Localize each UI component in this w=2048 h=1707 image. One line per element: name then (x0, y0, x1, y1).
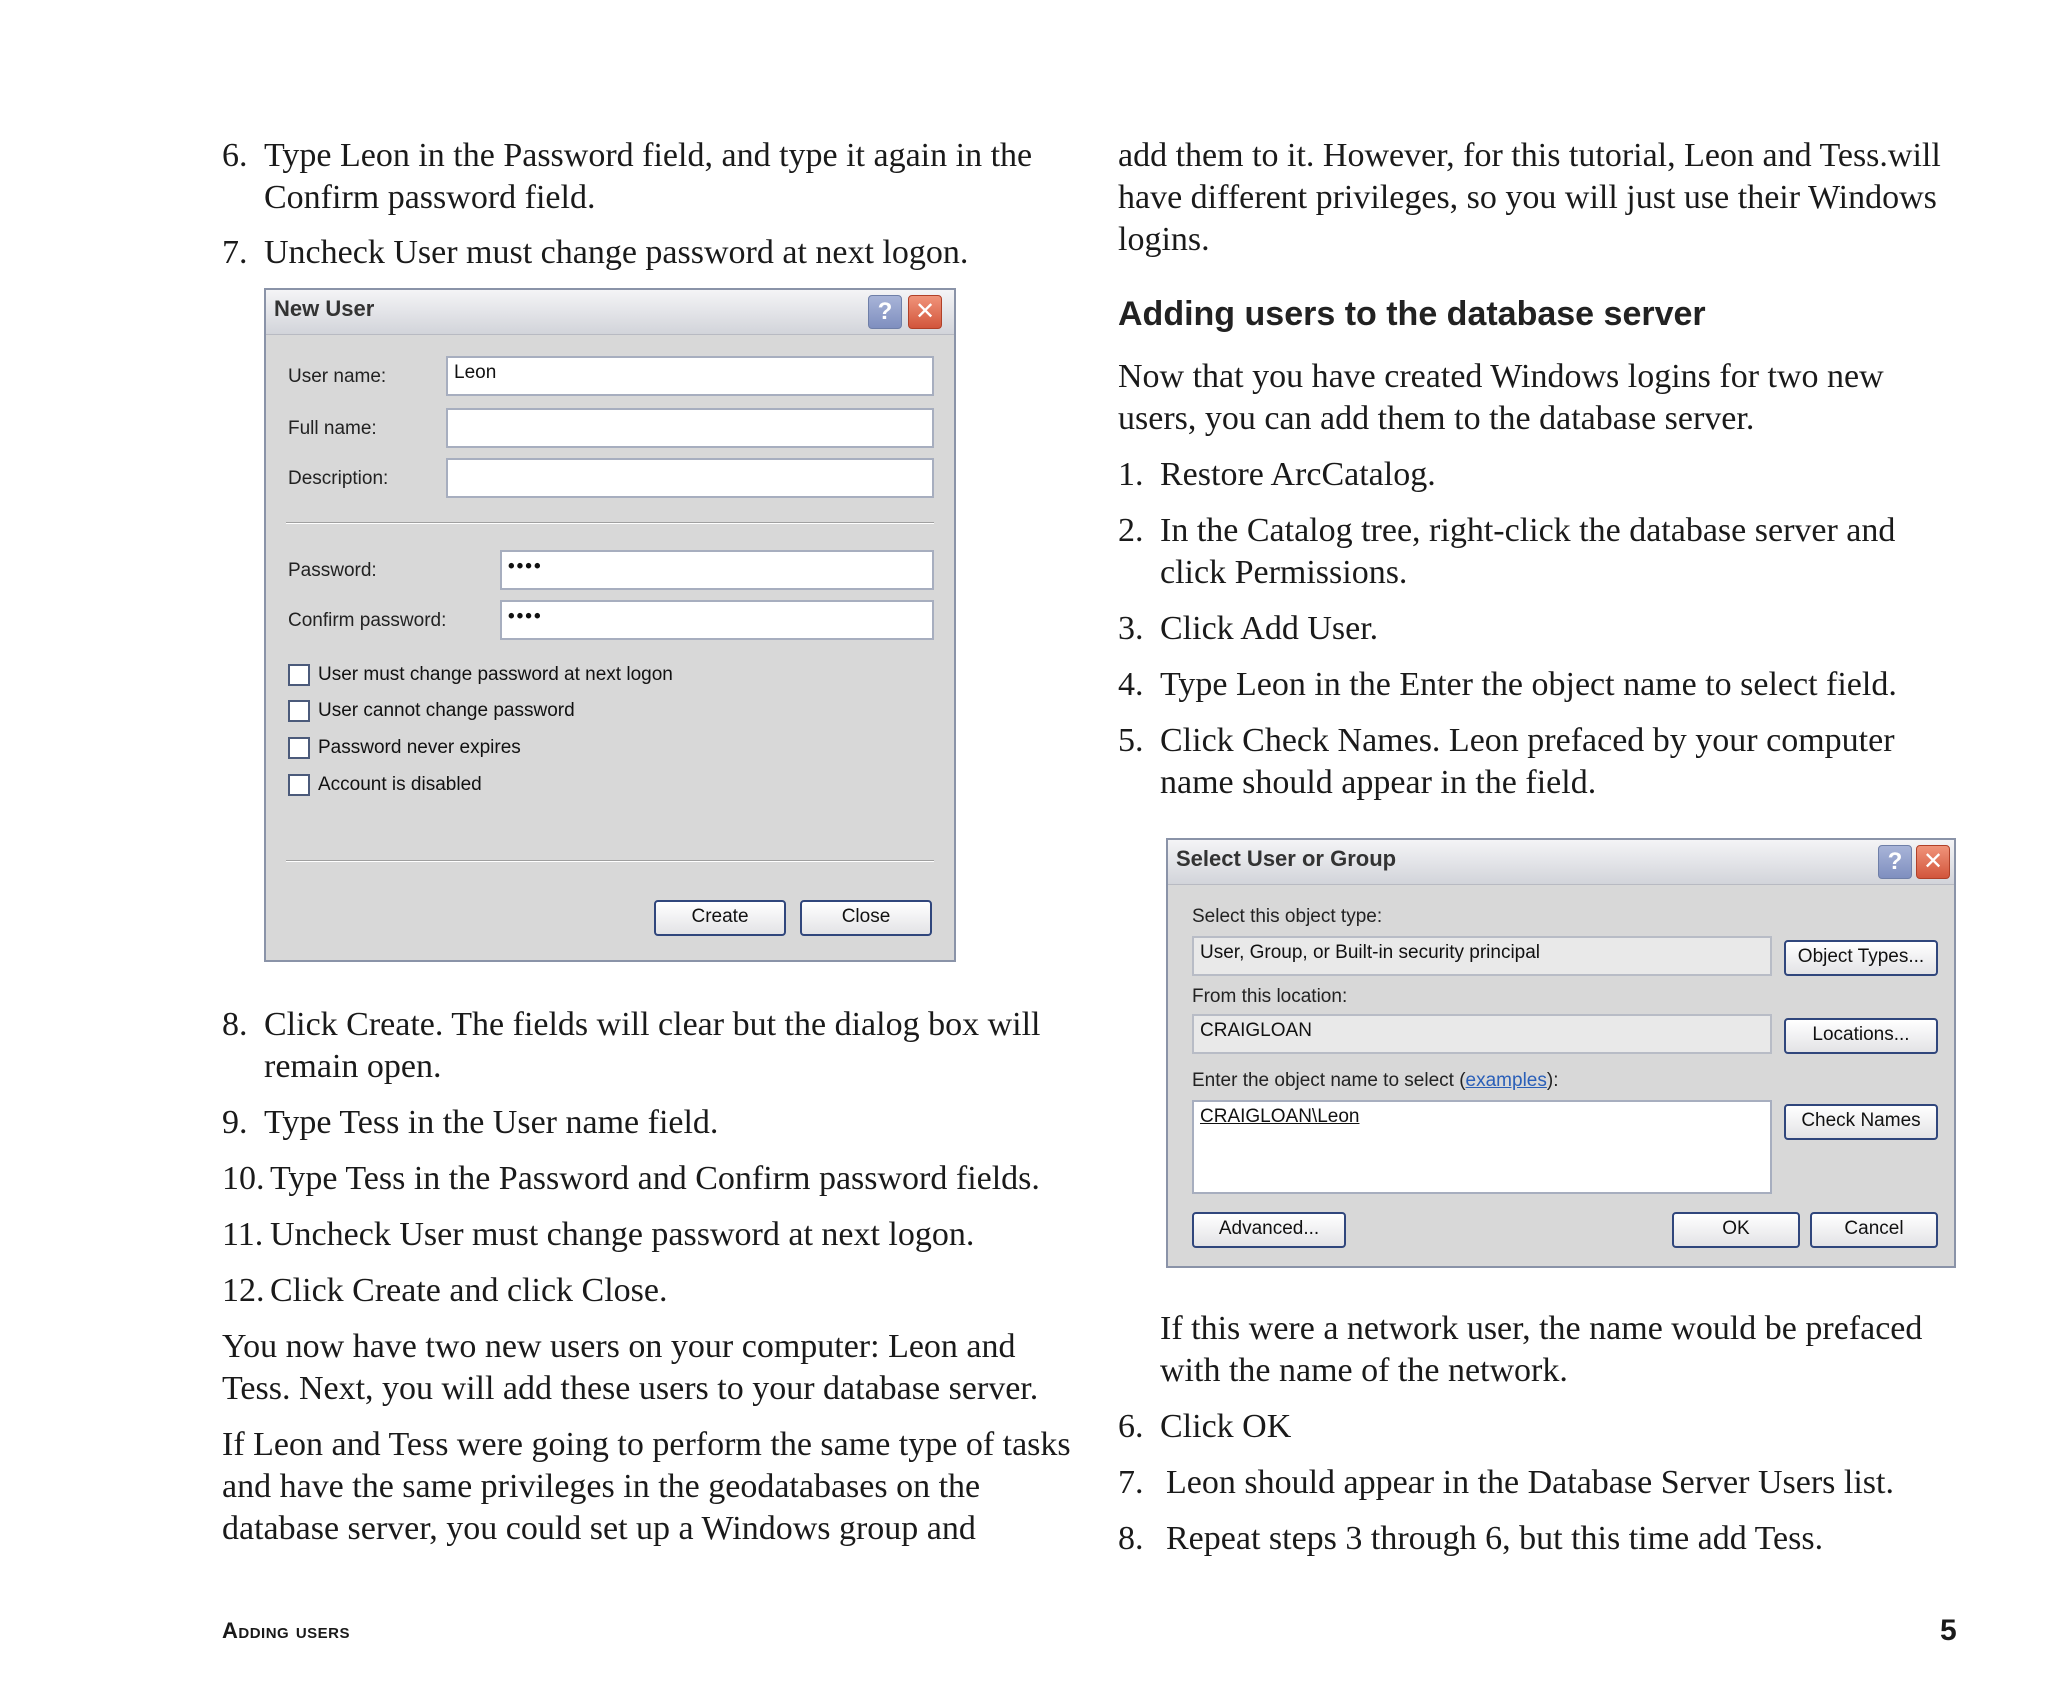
step-number: 6. (222, 137, 248, 174)
step-text: Click Create. The fields will clear but the dialog box will remain open. (264, 1006, 1041, 1085)
step-3 (1118, 608, 1968, 650)
step-number: 7. (1118, 1464, 1144, 1501)
paragraph-network-note: If this were a network user, the name would be prefaced with the name of the network. (1160, 1310, 1923, 1389)
enter-label-text: Enter the object name to select ( (1192, 1070, 1466, 1091)
footer-section-title: Adding users (222, 1618, 351, 1643)
create-button[interactable]: Create (654, 900, 786, 936)
step-text: Click OK (1160, 1408, 1292, 1445)
paragraph-two-users: You now have two new users on your computer: Leon and Tess. Next, you will add these users to your database server. (222, 1328, 1039, 1407)
dialog-titlebar[interactable] (1168, 840, 1954, 885)
step-text: Restore ArcCatalog. (1160, 456, 1436, 493)
enter-object-name-label (1192, 1070, 1558, 1092)
step-8 (222, 1004, 1062, 1088)
select-user-dialog (1166, 838, 1956, 1268)
close-button[interactable]: Close (800, 900, 932, 936)
password-never-expires-checkbox[interactable] (288, 737, 521, 759)
full-name-input[interactable] (446, 408, 934, 448)
step-number: 6. (1118, 1408, 1144, 1445)
location-field: CRAIGLOAN (1192, 1014, 1772, 1054)
checkbox-label: User cannot change password (318, 700, 575, 721)
password-label: Password: (288, 560, 377, 581)
step-text: Type Leon in the Enter the object name to select field. (1160, 666, 1897, 703)
checkbox-box[interactable] (288, 774, 310, 796)
object-name-value: CRAIGLOAN\Leon (1200, 1106, 1360, 1127)
step-7 (222, 232, 1062, 274)
step-4 (1118, 664, 1968, 706)
step-6 (222, 135, 1062, 219)
paragraph-windows-group: If Leon and Tess were going to perform the same type of tasks and have the same privileges in the geodatabases on the database server, you could set up a Windows group and (222, 1426, 1071, 1547)
object-types-button[interactable]: Object Types... (1784, 940, 1938, 976)
ok-button[interactable]: OK (1672, 1212, 1800, 1248)
step-7-right (1118, 1462, 1968, 1504)
step-number: 1. (1118, 456, 1144, 493)
full-name-label: Full name: (288, 418, 377, 439)
step-number: 2. (1118, 512, 1144, 549)
description-label: Description: (288, 468, 389, 489)
step-number: 12. (222, 1272, 265, 1309)
step-text: Leon should appear in the Database Server Users list. (1166, 1464, 1894, 1501)
step-text: Uncheck User must change password at next logon. (270, 1216, 975, 1253)
step-number: 3. (1118, 610, 1144, 647)
step-number: 4. (1118, 666, 1144, 703)
step-12 (222, 1270, 1072, 1312)
locations-button[interactable]: Locations... (1784, 1018, 1938, 1054)
password-input[interactable]: •••• (500, 550, 934, 590)
advanced-button[interactable]: Advanced... (1192, 1212, 1346, 1248)
step-number: 8. (1118, 1520, 1144, 1557)
object-name-textarea[interactable] (1192, 1100, 1772, 1194)
checkbox-box[interactable] (288, 700, 310, 722)
dialog-title: Select User or Group (1176, 846, 1397, 871)
cannot-change-password-checkbox[interactable] (288, 700, 575, 722)
close-icon[interactable]: ✕ (908, 295, 942, 329)
paragraph-intro: Now that you have created Windows logins for two new users, you can add them to the database server. (1118, 358, 1884, 437)
object-type-field: User, Group, or Built-in security principal (1192, 936, 1772, 976)
help-icon[interactable]: ? (868, 295, 902, 329)
step-11 (222, 1214, 1072, 1256)
section-heading: Adding users to the database server (1118, 295, 1706, 333)
step-8-right (1118, 1518, 1968, 1560)
step-text: Type Leon in the Password field, and type it again in the Confirm password field. (264, 137, 1033, 216)
step-text: Type Tess in the Password and Confirm password fields. (270, 1160, 1040, 1197)
step-6-right (1118, 1406, 1968, 1448)
new-user-dialog (264, 288, 956, 962)
user-name-input[interactable]: Leon (446, 356, 934, 396)
description-input[interactable] (446, 458, 934, 498)
step-10 (222, 1158, 1072, 1200)
step-1 (1118, 454, 1968, 496)
confirm-password-input[interactable]: •••• (500, 600, 934, 640)
help-icon[interactable]: ? (1878, 845, 1912, 879)
step-text: Repeat steps 3 through 6, but this time add Tess. (1166, 1520, 1824, 1557)
object-type-label: Select this object type: (1192, 906, 1383, 927)
step-text: Click Add User. (1160, 610, 1379, 647)
checkbox-label: Account is disabled (318, 774, 482, 795)
step-5 (1118, 720, 1968, 804)
dialog-titlebar[interactable] (266, 290, 954, 335)
dialog-title: New User (274, 296, 375, 321)
cancel-button[interactable]: Cancel (1810, 1212, 1938, 1248)
checkbox-box[interactable] (288, 737, 310, 759)
step-number: 8. (222, 1006, 248, 1043)
paragraph-continued: add them to it. However, for this tutorial, Leon and Tess.will have different privileges, so you will just use their Windows logins. (1118, 137, 1941, 258)
step-9 (222, 1102, 1062, 1144)
step-text: Click Create and click Close. (270, 1272, 668, 1309)
step-text: Type Tess in the User name field. (264, 1104, 719, 1141)
step-number: 11. (222, 1216, 264, 1253)
examples-link[interactable]: examples (1465, 1070, 1547, 1091)
step-number: 7. (222, 234, 248, 271)
separator (286, 860, 934, 862)
step-number: 9. (222, 1104, 248, 1141)
page-number: 5 (1940, 1614, 1957, 1647)
user-name-label: User name: (288, 366, 387, 387)
checkbox-box[interactable] (288, 664, 310, 686)
step-text: Uncheck User must change password at next logon. (264, 234, 969, 271)
enter-label-end: ): (1546, 1070, 1559, 1091)
step-number: 10. (222, 1160, 265, 1197)
step-text: Click Check Names. Leon prefaced by your computer name should appear in the field. (1160, 722, 1895, 801)
close-icon[interactable]: ✕ (1916, 845, 1950, 879)
check-names-button[interactable]: Check Names (1784, 1104, 1938, 1140)
checkbox-label: User must change password at next logon (318, 664, 673, 685)
step-2 (1118, 510, 1968, 594)
must-change-password-checkbox[interactable] (288, 664, 673, 686)
location-label: From this location: (1192, 986, 1348, 1007)
checkbox-label: Password never expires (318, 737, 521, 758)
step-number: 5. (1118, 722, 1144, 759)
separator (286, 522, 934, 524)
confirm-password-label: Confirm password: (288, 610, 447, 631)
account-disabled-checkbox[interactable] (288, 774, 482, 796)
step-text: In the Catalog tree, right-click the database server and click Permissions. (1160, 512, 1896, 591)
